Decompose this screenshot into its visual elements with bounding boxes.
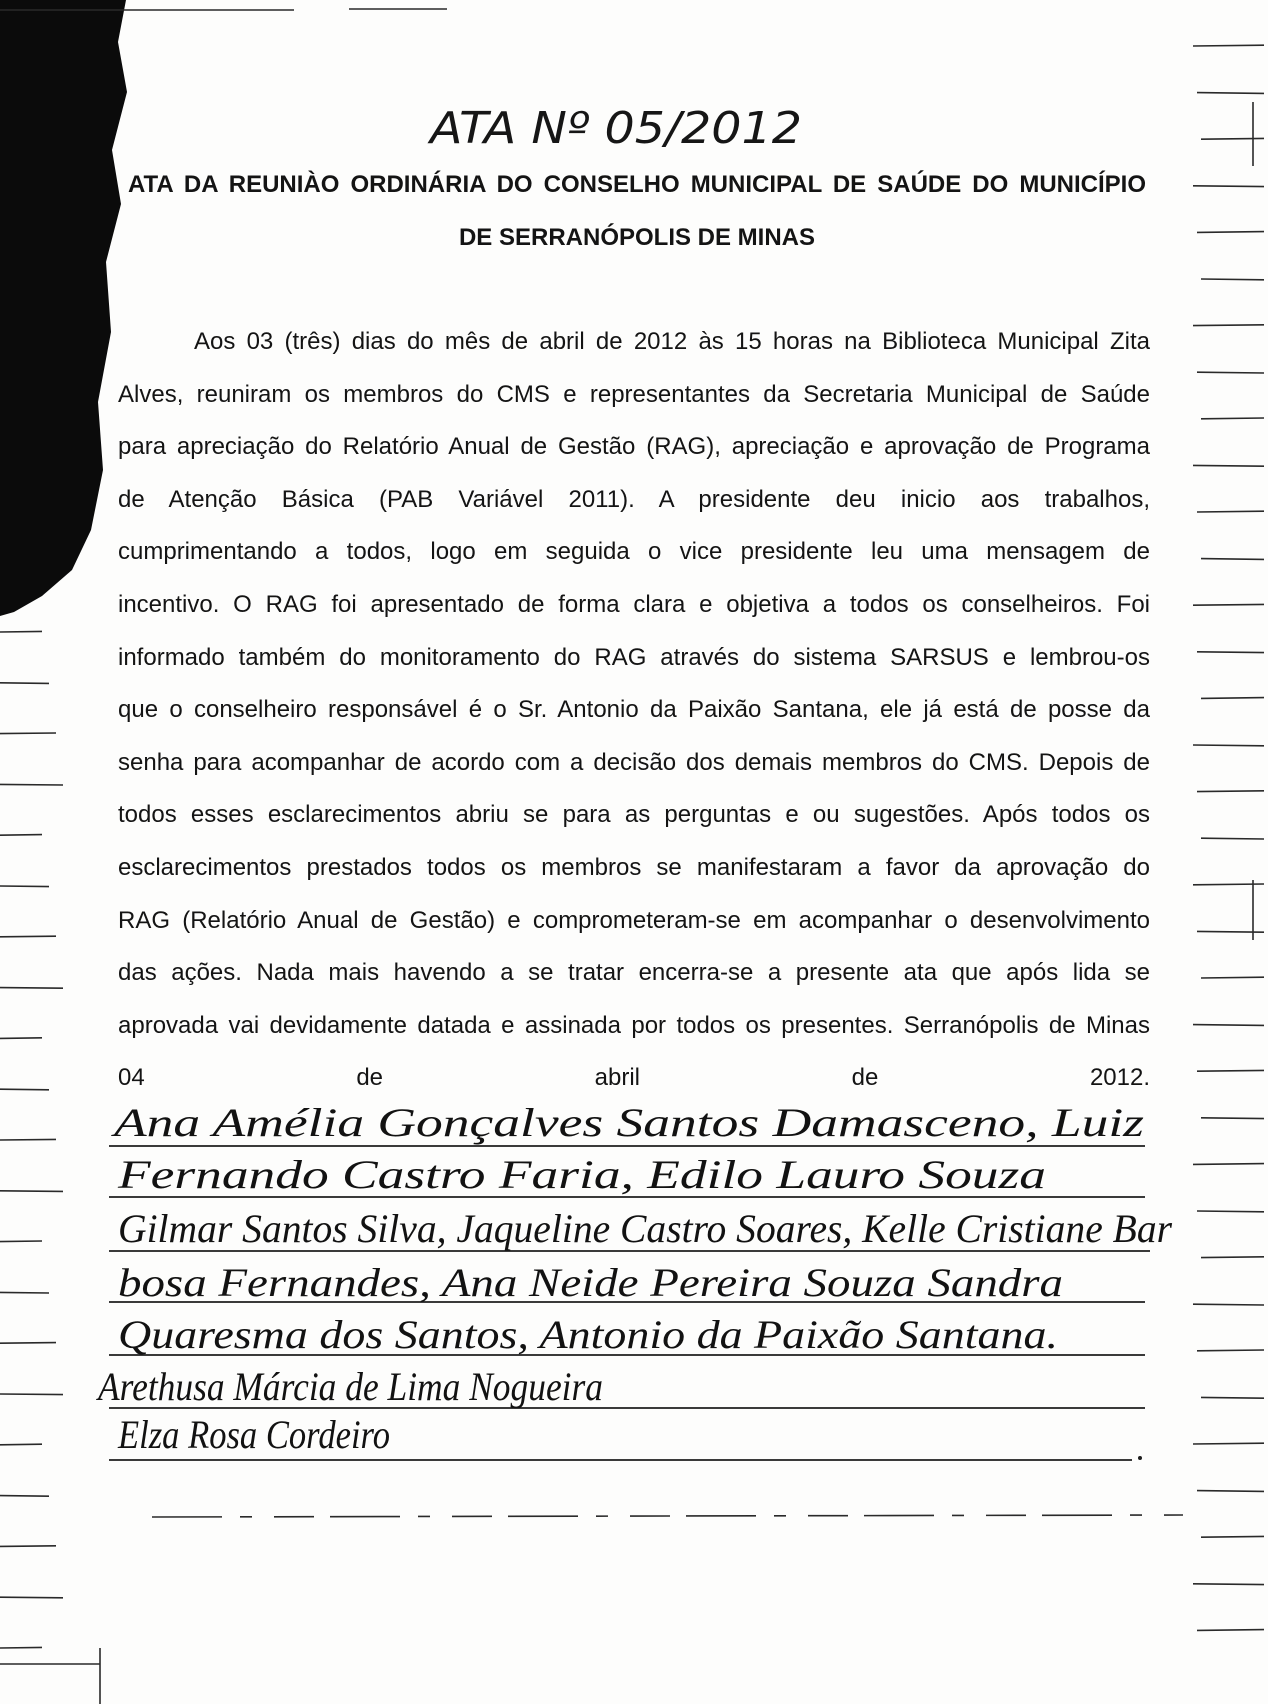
signature-line-7: Elza Rosa Cordeiro xyxy=(117,1412,390,1457)
margin-rule-line xyxy=(0,1038,42,1039)
heading-line-2: DE SERRANÓPOLIS DE MINAS xyxy=(458,224,816,251)
margin-rule-line xyxy=(1197,511,1264,512)
margin-rule-line xyxy=(1201,698,1264,699)
margin-rule-line xyxy=(1193,186,1264,187)
margin-rule-line xyxy=(0,1191,63,1192)
end-dot xyxy=(1138,1456,1142,1460)
body-line: todos esses esclarecimentos abriu se para as perguntas e ou sugestões. Após todos os xyxy=(118,801,1150,829)
margin-rule-line xyxy=(1193,1584,1264,1585)
margin-rule-line xyxy=(0,936,56,937)
margin-rule-line xyxy=(0,1343,56,1344)
signature-line-2: Fernando Castro Faria, Edilo Lauro Souza xyxy=(116,1152,1047,1197)
signature-line-5: Quaresma dos Santos, Antonio da Paixão Santana. xyxy=(118,1312,1058,1357)
margin-rule-line xyxy=(0,1394,63,1395)
margin-rule-line xyxy=(0,1089,49,1090)
body-line: senha para acompanhar de acordo com a decisão dos demais membros do CMS. Depois de xyxy=(118,748,1150,776)
margin-rule-line xyxy=(0,1139,56,1140)
signature-line-6: Arethusa Márcia de Lima Nogueira xyxy=(95,1364,604,1409)
date-line: 04 de abril de 2012. xyxy=(118,1064,1150,1092)
margin-rule-line xyxy=(1197,1491,1264,1492)
margin-rule-line xyxy=(0,631,42,632)
margin-rule-line xyxy=(1201,838,1264,839)
margin-rule-line xyxy=(1201,279,1264,280)
margin-rule-line xyxy=(1197,1211,1264,1212)
margin-rule-line xyxy=(0,1647,42,1648)
margin-rule-line xyxy=(1193,604,1264,605)
handwritten-title: ATA Nº 05/2012 xyxy=(426,103,802,154)
body-line: das ações. Nada mais havendo a se tratar encerra-se a presente ata que após lida se xyxy=(118,959,1150,987)
margin-rule-line xyxy=(1197,1350,1264,1351)
body-line: esclarecimentos prestados todos os membros se manifestaram a favor da aprovação do xyxy=(118,853,1150,881)
margin-rule-line xyxy=(1193,1443,1264,1444)
body-line: incentivo. O RAG foi apresentado de forma clara e objetiva a todos os conselheiros. Foi xyxy=(118,590,1150,618)
margin-rule-line xyxy=(1197,372,1264,373)
margin-rule-line xyxy=(1201,1118,1264,1119)
margin-rule-line xyxy=(1193,1164,1264,1165)
margin-rule-line xyxy=(1201,559,1264,560)
margin-rule-line xyxy=(1201,138,1264,139)
margin-rule-line xyxy=(1197,1070,1264,1071)
margin-rule-line xyxy=(0,1546,56,1547)
signature-line-3: Gilmar Santos Silva, Jaqueline Castro Soares, Kelle Cristiane Bar xyxy=(118,1206,1173,1251)
margin-rule-line xyxy=(0,835,42,836)
margin-rule-line xyxy=(0,733,56,734)
margin-rule-line xyxy=(1193,745,1264,746)
margin-rule-line xyxy=(1201,1536,1264,1537)
margin-rule-line xyxy=(1193,1304,1264,1305)
margin-rule-line xyxy=(1197,652,1264,653)
margin-rule-line xyxy=(0,1597,63,1598)
margin-rule-line xyxy=(1193,45,1264,46)
bottom-dashed-line xyxy=(152,1515,1183,1517)
margin-rule-line xyxy=(1197,931,1264,932)
scan-binding-shadow xyxy=(0,0,127,616)
body-line: aprovada vai devidamente datada e assinada por todos os presentes. Serranópolis de Minas xyxy=(118,1011,1150,1039)
heading-line-1: ATA DA REUNIÀO ORDINÁRIA DO CONSELHO MUNICIPAL DE SAÚDE DO MUNICÍPIO xyxy=(128,171,1146,198)
margin-rule-line xyxy=(1193,1025,1264,1026)
body-line: que o conselheiro responsável é o Sr. Antonio da Paixão Santana, ele já está de posse da xyxy=(118,696,1150,724)
margin-rule-line xyxy=(1193,465,1264,466)
margin-rule-line xyxy=(1201,1397,1264,1398)
body-line: RAG (Relatório Anual de Gestão) e comprometeram-se em acompanhar o desenvolvimento xyxy=(118,906,1150,934)
body-line: Alves, reuniram os membros do CMS e representantes da Secretaria Municipal de Saúde xyxy=(118,380,1150,408)
body-line: Aos 03 (três) dias do mês de abril de 2012 às 15 horas na Biblioteca Municipal Zita xyxy=(194,328,1150,355)
margin-rule-line xyxy=(0,1241,42,1242)
body-line: de Atenção Básica (PAB Variável 2011). A presidente deu inicio aos trabalhos, xyxy=(118,485,1150,513)
margin-rule-line xyxy=(0,886,49,887)
margin-rule-line xyxy=(1193,884,1264,885)
margin-rule-line xyxy=(0,988,63,989)
body-line: para apreciação do Relatório Anual de Gestão (RAG), apreciação e aprovação de Programa xyxy=(118,433,1150,461)
margin-rule-line xyxy=(1193,325,1264,326)
margin-rule-line xyxy=(0,1496,49,1497)
margin-rule-line xyxy=(1201,977,1264,978)
body-line: informado também do monitoramento do RAG através do sistema SARSUS e lembrou-os xyxy=(118,643,1150,671)
margin-rule-line xyxy=(1197,1630,1264,1631)
margin-rule-line xyxy=(0,1292,49,1293)
margin-rule-line xyxy=(0,784,63,785)
margin-rule-line xyxy=(0,683,49,684)
signature-line-1: Ana Amélia Gonçalves Santos Damasceno, Luiz xyxy=(109,1100,1145,1145)
body-line: cumprimentando a todos, logo em seguida o vice presidente leu uma mensagem de xyxy=(118,538,1150,566)
margin-rule-line xyxy=(1197,232,1264,233)
signature-line-4: bosa Fernandes, Ana Neide Pereira Souza Sandra xyxy=(118,1260,1063,1305)
margin-rule-line xyxy=(1201,1257,1264,1258)
minutes-body xyxy=(118,316,1150,1105)
margin-rule-line xyxy=(0,1444,42,1445)
margin-rule-line xyxy=(1197,791,1264,792)
margin-rule-line xyxy=(1197,93,1264,94)
margin-rule-line xyxy=(1201,418,1264,419)
